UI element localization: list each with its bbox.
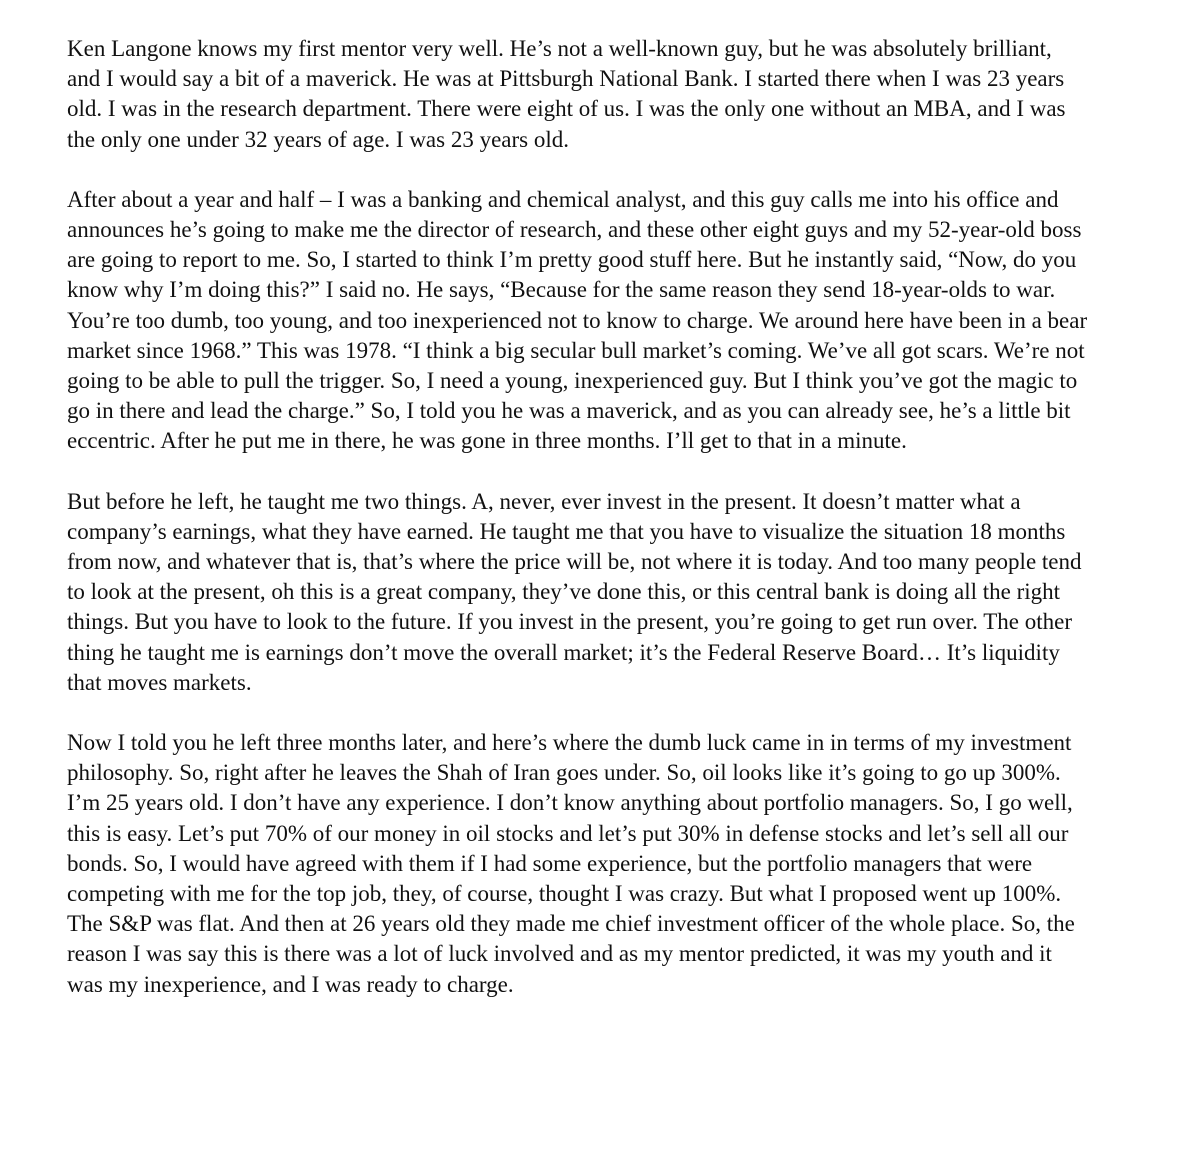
paragraph-investment-philosophy: Now I told you he left three months later, and here’s where the dumb luck came in in terms of my investment philosophy. So, right after he leaves the Shah of Iran goes under. So, oil looks like it’s going to go up 300%. I’m 25 years old. I don’t have any experience. I don’t know anything about portfolio managers. So, I go well, this is easy. Let’s put 70% of our money in oil stocks and let’s put 30% in defense stocks and let’s sell all our bonds. So, I would have agreed with them if I had some experience, but the portfolio managers that were competing with me for the top job, they, of course, thought I was crazy. But what I proposed went up 100%. The S&P was flat. And then at 26 years old they made me chief investment officer of the whole place. So, the reason I was say this is there was a lot of luck involved and as my mentor predicted, it was my youth and it was my inexperience, and I was ready to charge. xyxy=(67,730,1075,997)
paragraph-director-of-research: After about a year and half – I was a banking and chemical analyst, and this guy calls me into his office and announces he’s going to make me the director of research, and these other eight guys and my 52-year-old boss are going to report to me. So, I started to think I’m pretty good stuff here. But he instantly said, “Now, do you know why I’m doing this?” I said no. He says, “Because for the same reason they send 18-year-olds to war. You’re too dumb, too young, and too inexperienced not to know to charge. We around here have been in a bear market since 1968.” This was 1978. “I think a big secular bull market’s coming. We’ve all got scars. We’re not going to be able to pull the trigger. So, I need a young, inexperienced guy. But I think you’ve got the magic to go in there and lead the charge.” So, I told you he was a maverick, and as you can already see, he’s a little bit eccentric. After he put me in there, he was gone in three months. I’ll get to that in a minute. xyxy=(67,186,1088,454)
paragraph-two-lessons: But before he left, he taught me two things. A, never, ever invest in the present. It doesn’t matter what a company’s earnings, what they have earned. He taught me that you have to visualize the situation 18 months from now, and whatever that is, that’s where the price will be, not where it is today. And too many people tend to look at the present, oh this is a great company, they’ve done this, or this central bank is doing all the right things. But you have to look to the future. If you invest in the present, you’re going to get run over. The other thing he taught me is earnings don’t move the overall market; it’s the Federal Reserve Board… It’s liquidity that moves markets. xyxy=(67,488,1082,695)
paragraph-first-mentor: Ken Langone knows my first mentor very well. He’s not a well-known guy, but he was absolutely brilliant, and I would say a bit of a maverick. He was at Pittsburgh National Bank. I started there when I was 23 years old. I was in the research department. There were eight of us. I was the only one without an MBA, and I was the only one under 32 years of age. I was 23 years old. xyxy=(67,36,1066,152)
